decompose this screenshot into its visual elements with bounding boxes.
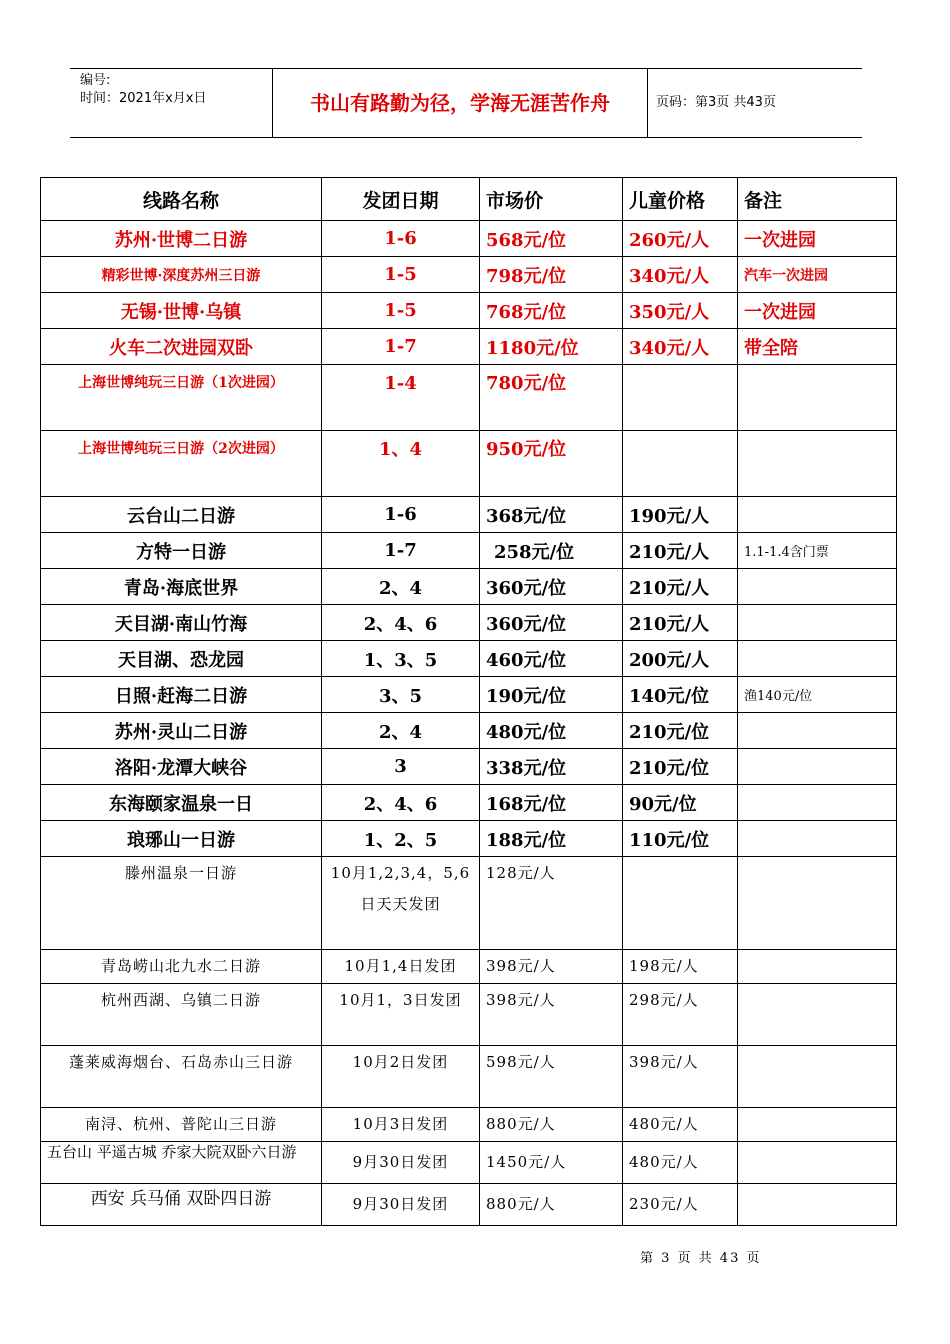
child-price: [623, 431, 738, 497]
note: 1.1-1.4含门票: [738, 533, 897, 569]
market-price: 568元/位: [480, 221, 623, 257]
route-name: 日照·赶海二日游: [41, 677, 322, 713]
note: 一次进园: [738, 221, 897, 257]
market-price: 258元/位: [480, 533, 623, 569]
page-footer: 第 3 页 共 43 页: [640, 1251, 762, 1266]
note: [738, 950, 897, 984]
header-meta: [70, 69, 273, 137]
depart-date: 1、4: [322, 431, 480, 497]
note: [738, 497, 897, 533]
depart-date: 1-6: [322, 497, 480, 533]
depart-date: 2、4、6: [322, 605, 480, 641]
note: [738, 1184, 897, 1226]
table-row: [41, 605, 897, 641]
table-row: [41, 677, 897, 713]
header-motto-cell: [273, 69, 648, 137]
depart-date: 1-7: [322, 329, 480, 365]
market-price: 338元/位: [480, 749, 623, 785]
market-price: 480元/位: [480, 713, 623, 749]
route-name: 南浔、杭州、普陀山三日游: [41, 1108, 322, 1142]
child-price: 230元/人: [623, 1184, 738, 1226]
note: [738, 785, 897, 821]
route-name: 上海世博纯玩三日游（2次进园）: [41, 431, 322, 497]
child-price: 90元/位: [623, 785, 738, 821]
table-row: [41, 569, 897, 605]
motto: 书山有路勤为径，学海无涯苦作舟: [310, 91, 610, 115]
depart-date: 10月1,2,3,4，5,6日天天发团: [322, 857, 480, 950]
table-row: [41, 821, 897, 857]
note: 汽车一次进园: [738, 257, 897, 293]
table-row: [41, 749, 897, 785]
route-name: 杭州西湖、乌镇二日游: [41, 984, 322, 1046]
table-row: [41, 641, 897, 677]
depart-date: 10月3日发团: [322, 1108, 480, 1142]
child-price: 480元/人: [623, 1142, 738, 1184]
route-name: 火车二次进园双卧: [41, 329, 322, 365]
market-price: 1450元/人: [480, 1142, 623, 1184]
child-price: 140元/位: [623, 677, 738, 713]
col-header-route: 线路名称: [41, 178, 322, 221]
market-price: 188元/位: [480, 821, 623, 857]
col-header-note: 备注: [738, 178, 897, 221]
depart-date: 2、4: [322, 713, 480, 749]
table-row: [41, 785, 897, 821]
note: [738, 1142, 897, 1184]
table-row: [41, 984, 897, 1046]
note: [738, 569, 897, 605]
child-price: 210元/位: [623, 749, 738, 785]
market-price: 880元/人: [480, 1108, 623, 1142]
depart-date: 1-4: [322, 365, 480, 431]
route-name: 青岛·海底世界: [41, 569, 322, 605]
note: [738, 431, 897, 497]
depart-date: 1、2、5: [322, 821, 480, 857]
child-price: 210元/人: [623, 569, 738, 605]
depart-date: 10月1,4日发团: [322, 950, 480, 984]
depart-date: 1-6: [322, 221, 480, 257]
note: [738, 641, 897, 677]
market-price: 768元/位: [480, 293, 623, 329]
number-label: 编号:: [80, 73, 111, 88]
route-name: 无锡·世博·乌镇: [41, 293, 322, 329]
note: 带全陪: [738, 329, 897, 365]
child-price: 260元/人: [623, 221, 738, 257]
note: [738, 1046, 897, 1108]
table-row: [41, 293, 897, 329]
col-header-date: 发团日期: [322, 178, 480, 221]
route-name: 精彩世博·深度苏州三日游: [41, 257, 322, 293]
child-price: 190元/人: [623, 497, 738, 533]
route-name: 天目湖、恐龙园: [41, 641, 322, 677]
route-name: 上海世博纯玩三日游（1次进园）: [41, 365, 322, 431]
route-name: 云台山二日游: [41, 497, 322, 533]
child-price: 340元/人: [623, 257, 738, 293]
table-row: [41, 1184, 897, 1226]
market-price: 798元/位: [480, 257, 623, 293]
market-price: 598元/人: [480, 1046, 623, 1108]
child-price: 110元/位: [623, 821, 738, 857]
table-row: [41, 365, 897, 431]
market-price: 1180元/位: [480, 329, 623, 365]
depart-date: 2、4: [322, 569, 480, 605]
route-name: 青岛崂山北九水二日游: [41, 950, 322, 984]
market-price: 880元/人: [480, 1184, 623, 1226]
market-price: 780元/位: [480, 365, 623, 431]
market-price: 398元/人: [480, 950, 623, 984]
market-price: 368元/位: [480, 497, 623, 533]
child-price: 398元/人: [623, 1046, 738, 1108]
child-price: 480元/人: [623, 1108, 738, 1142]
col-header-price: 市场价: [480, 178, 623, 221]
table-row: [41, 329, 897, 365]
header-page-cell: [648, 69, 862, 137]
market-price: 128元/人: [480, 857, 623, 950]
note: [738, 605, 897, 641]
child-price: [623, 365, 738, 431]
table-row: [41, 257, 897, 293]
market-price: 398元/人: [480, 984, 623, 1046]
table-row: [41, 1046, 897, 1108]
market-price: 360元/位: [480, 569, 623, 605]
route-name: 苏州·世博二日游: [41, 221, 322, 257]
depart-date: 10月2日发团: [322, 1046, 480, 1108]
page-info: 页码：第3页 共43页: [656, 95, 776, 110]
col-header-child-price: 儿童价格: [623, 178, 738, 221]
child-price: [623, 857, 738, 950]
depart-date: 3、5: [322, 677, 480, 713]
route-name: 琅琊山一日游: [41, 821, 322, 857]
time-label: 时间：2021年x月x日: [80, 91, 207, 106]
note: [738, 857, 897, 950]
note: [738, 821, 897, 857]
table-row: [41, 713, 897, 749]
table-row: [41, 497, 897, 533]
market-price: 190元/位: [480, 677, 623, 713]
depart-date: 1-5: [322, 257, 480, 293]
market-price: 360元/位: [480, 605, 623, 641]
table-row: [41, 431, 897, 497]
route-name: 方特一日游: [41, 533, 322, 569]
table-header-row: [41, 178, 897, 221]
note: [738, 365, 897, 431]
note: [738, 713, 897, 749]
table-row: [41, 1142, 897, 1184]
route-name: 五台山 平遥古城 乔家大院双卧六日游: [41, 1142, 322, 1184]
child-price: 210元/人: [623, 605, 738, 641]
note: 渔140元/位: [738, 677, 897, 713]
route-name: 天目湖·南山竹海: [41, 605, 322, 641]
table-row: [41, 533, 897, 569]
route-name: 苏州·灵山二日游: [41, 713, 322, 749]
route-name: 滕州温泉一日游: [41, 857, 322, 950]
depart-date: 1-7: [322, 533, 480, 569]
table-row: [41, 221, 897, 257]
routes-table: [40, 177, 897, 1226]
child-price: 210元/人: [623, 533, 738, 569]
child-price: 210元/位: [623, 713, 738, 749]
page-header: [70, 68, 862, 138]
note: 一次进园: [738, 293, 897, 329]
depart-date: 10月1，3日发团: [322, 984, 480, 1046]
route-name: 西安 兵马俑 双卧四日游: [41, 1184, 322, 1226]
table-row: [41, 1108, 897, 1142]
note: [738, 749, 897, 785]
market-price: 950元/位: [480, 431, 623, 497]
child-price: 298元/人: [623, 984, 738, 1046]
note: [738, 984, 897, 1046]
market-price: 460元/位: [480, 641, 623, 677]
depart-date: 9月30日发团: [322, 1184, 480, 1226]
depart-date: 2、4、6: [322, 785, 480, 821]
child-price: 340元/人: [623, 329, 738, 365]
route-name: 蓬莱威海烟台、石岛赤山三日游: [41, 1046, 322, 1108]
depart-date: 1、3、5: [322, 641, 480, 677]
market-price: 168元/位: [480, 785, 623, 821]
depart-date: 9月30日发团: [322, 1142, 480, 1184]
child-price: 350元/人: [623, 293, 738, 329]
note: [738, 1108, 897, 1142]
table-row: [41, 950, 897, 984]
child-price: 198元/人: [623, 950, 738, 984]
depart-date: 3: [322, 749, 480, 785]
table-row: [41, 857, 897, 950]
route-name: 东海颐家温泉一日: [41, 785, 322, 821]
depart-date: 1-5: [322, 293, 480, 329]
child-price: 200元/人: [623, 641, 738, 677]
route-name: 洛阳·龙潭大峡谷: [41, 749, 322, 785]
